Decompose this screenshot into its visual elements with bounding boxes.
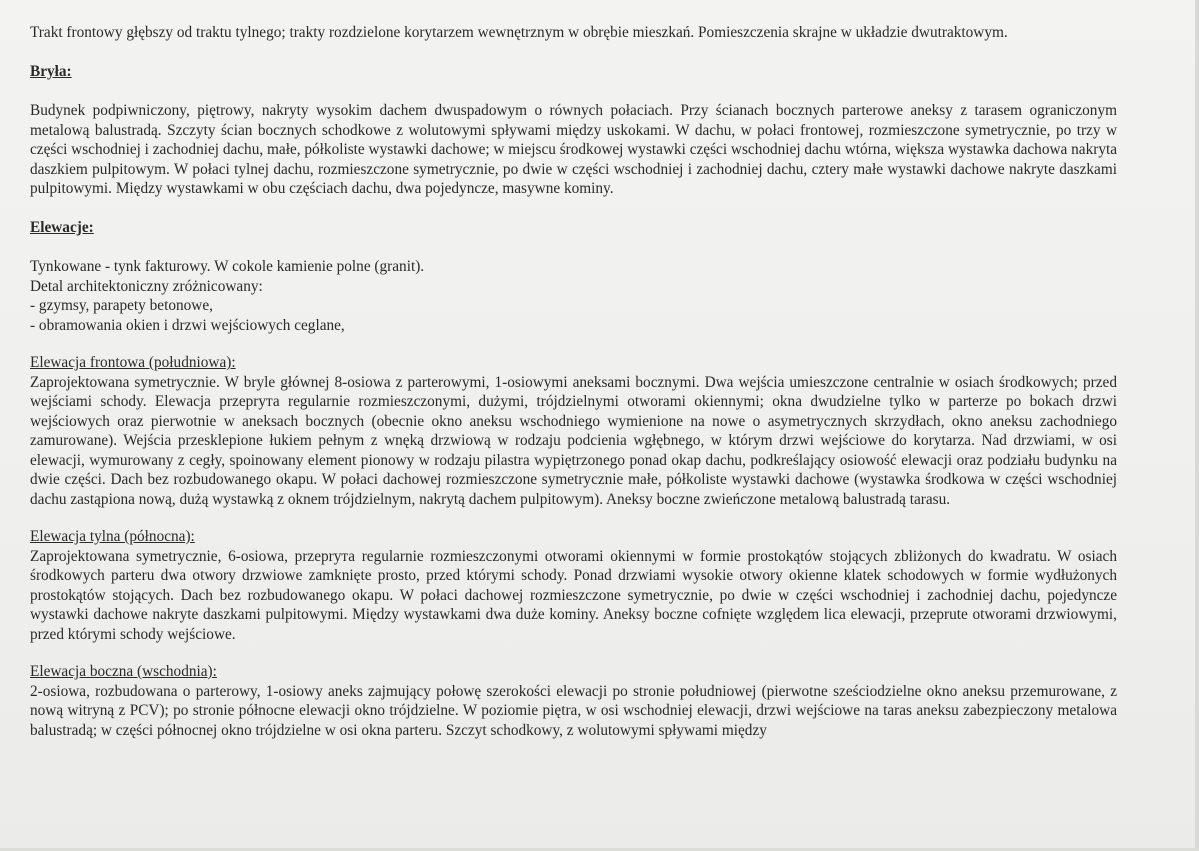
elewacje-line-4: - obramowania okien i drzwi wejściowych ceglane,: [30, 316, 345, 334]
heading-elewacje: Elewacje:: [30, 218, 94, 236]
heading-elewacja-tylna: Elewacja tylna (północna):: [30, 528, 195, 545]
elewacje-line-3: - gzymsy, parapety betonowe,: [30, 297, 213, 314]
heading-elewacja-boczna: Elewacja boczna (wschodnia):: [30, 663, 217, 680]
document-body: [30, 23, 1117, 740]
boczna-paragraph: 2-osiowa, rozbudowana o parterowy, 1-osiowy aneks zajmujący połowę szerokości elewacji po stronie południowej (pierwotne sześciodzielne okno aneksu przemurowane, z nową witryną z PCV); po stronie północne elewacji okno trójdzielne. W poziomie piętra, w osi wschodniej elewacji, drzwi wejściowe na taras aneksu zabezpieczony metalowa balustradą; w części północnej okno trójdzielne w osi okna parteru. Szczyt schodkowy, z wolutowymi spływami między: [30, 682, 1117, 739]
page-edge-right: [1195, 0, 1199, 851]
elewacje-line-1: Tynkowane - tynk fakturowy. W cokole kamienie polne (granit).: [30, 258, 425, 275]
heading-elewacja-frontowa: Elewacja frontowa (południowa):: [30, 354, 236, 371]
intro-paragraph: Trakt frontowy głębszy od traktu tylnego; trakty rozdzielone korytarzem wewnętrznym w obrębie mieszkań. Pomieszczenia skrajne w układzie dwutraktowym.: [30, 24, 1008, 41]
frontowa-paragraph: Zaprojektowana symetrycznie. W bryle głównej 8-osiowa z parterowymi, 1-osiowymi aneksami bocznymi. Dwa wejścia umieszczone centralnie w osiach środkowych; przed wejściami schody. Elewacja przeprута regularnie rozmieszczonymi, dużymi, trójdzielnymi otworami okiennymi; okna dwudzielne tylko w parterze po bokach drzwi wejściowych oraz pierwotnie w aneksach bocznych (obecnie okno aneksu wschodniego wymienione na nowe o asymetrycznych skrzydłach, okno aneksu zachodniego zamurowane). Wejścia przesklepione łukiem pełnym z wnęką drzwiową w rodzaju podcienia wgłębnego, w którym drzwi wejściowe do korytarza. Nad drzwiami, w osi elewacji, wymurowany z cegły, spoinowany element pionowy w rodzaju pilastra wypiętrzonego ponad okap dachu, podkreślający osiowość elewacji oraz podziału budynku na dwie części. Dach bez rozbudowanego okapu. W połaci dachowej rozmieszczone symetrycznie małe, półkoliste wystawki dachowe (wystawka środkowa w części wschodniej dachu zastąpiona nową, dużą wystawką z oknem trójdzielnym, nakrytą dachem pulpitowym). Aneksy boczne zwieńczone metalową balustradą tarasu.: [30, 373, 1117, 508]
heading-bryla: Bryła:: [30, 62, 72, 80]
bryla-paragraph: Budynek podpiwniczony, piętrowy, nakryty wysokim dachem dwuspadowym o równych połaciach. Przy ścianach bocznych parterowe aneksy z tarasem ograniczonym metalową balustradą. Szczyty ścian bocznych schodkowe z wolutowymi spływami między uskokami. W dachu, w połaci frontowej, rozmieszczone symetrycznie, po trzy w części wschodniej i zachodniej dachu, małe, półkoliste wystawki dachowe; w miejscu środkowej wystawki części wschodniej dachu wtórna, większa wystawka dachowa nakryta daszkiem pulpitowym. W połaci tylnej dachu, rozmieszczone symetrycznie, po dwie w części wschodniej i zachodniej dachu, cztery małe wystawki dachowe nakryte daszkami pulpitowymi. Między wystawkami w obu częściach dachu, dwa pojedyncze, masywne kominy.: [30, 102, 1118, 197]
elewacje-line-2: Detal architektoniczny zróżnicowany:: [30, 277, 263, 295]
tylna-paragraph: Zaprojektowana symetrycznie, 6-osiowa, przeprута regularnie rozmieszczonymi otworami okiennymi w formie prostokątów stojących zbliżonych do kwadratu. W osiach środkowych parteru dwa otwory drzwiowe zamknięte prosto, przed którymi schody. Ponad drzwiami wysokie otwory okienne klatek schodowych w formie wydłużonych prostokątów stojących. Dach bez rozbudowanego okapu. W połaci dachowej rozmieszczone symetrycznie, po dwie w części wschodniej i zachodniej dachu, pojedyncze wystawki dachowe nakryte daszkami pulpitowymi. Między wystawkami dwa duże kominy. Aneksy boczne cofnięte względem lica elewacji, przeprute otworami drzwiowymi, przed którymi schody wejściowe.: [30, 547, 1117, 643]
